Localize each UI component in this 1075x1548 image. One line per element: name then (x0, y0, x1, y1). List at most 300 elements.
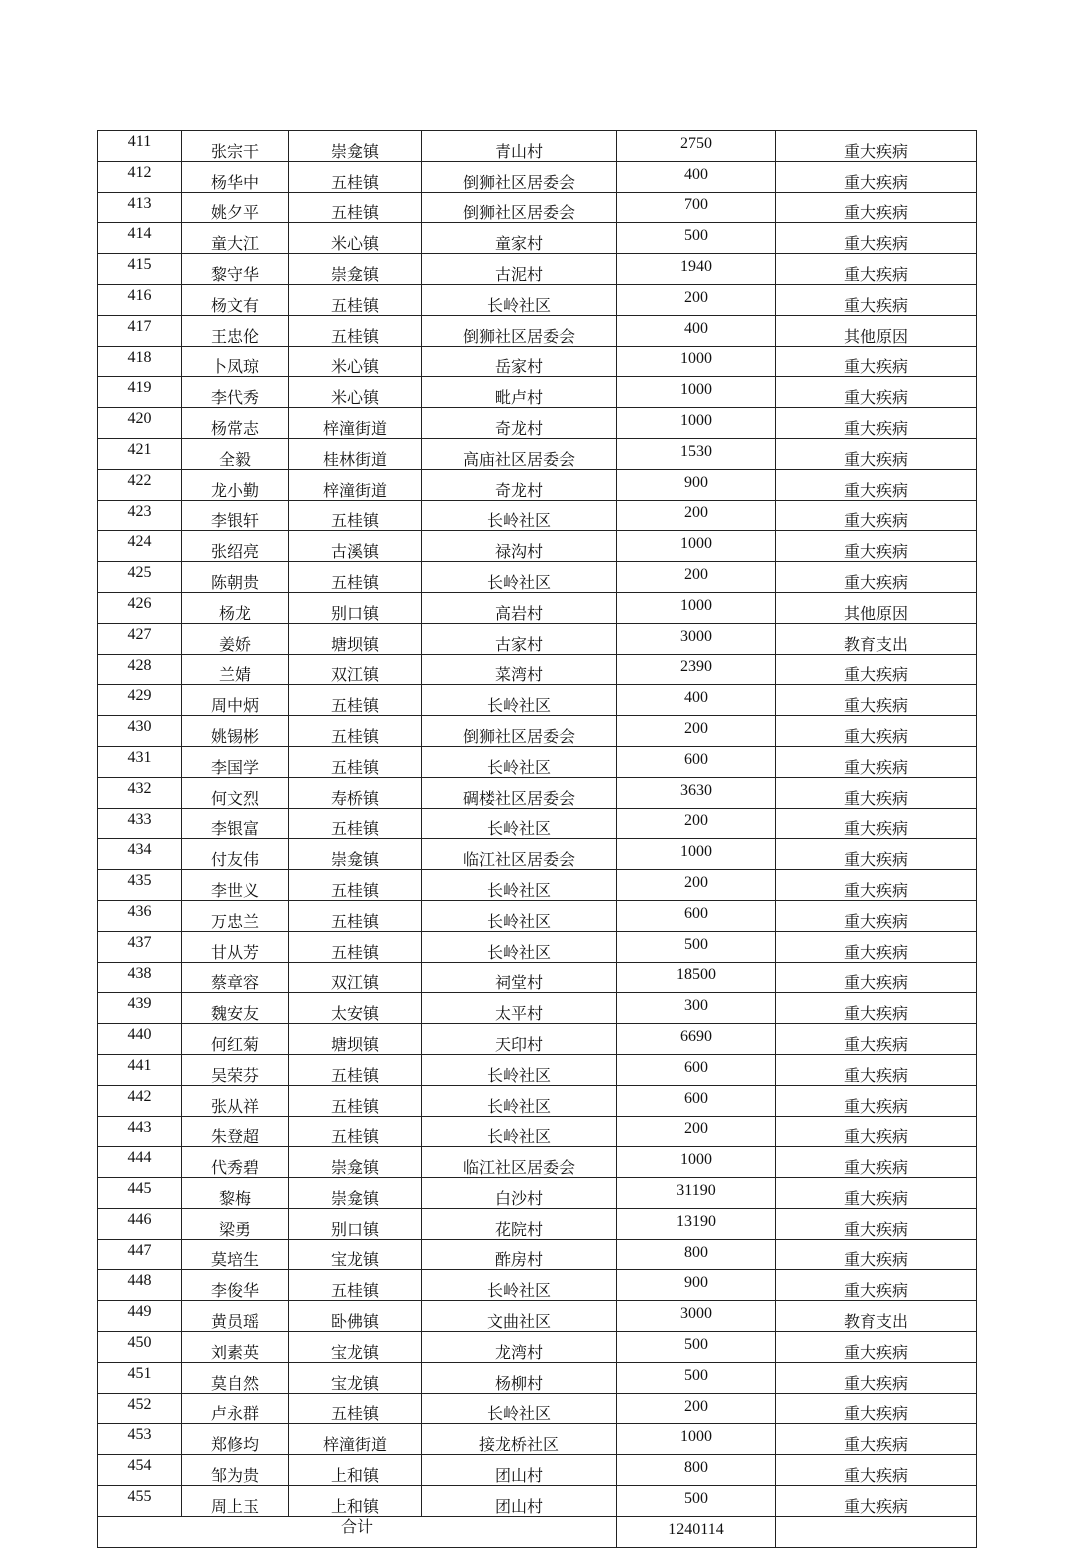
village: 童家村 (422, 223, 617, 254)
row-number: 442 (98, 1085, 182, 1116)
town: 崇龛镇 (289, 1178, 422, 1209)
reason: 重大疾病 (776, 192, 977, 223)
table-row (98, 408, 977, 439)
table-row (98, 1301, 977, 1332)
town: 五桂镇 (289, 1054, 422, 1085)
village: 天印村 (422, 1024, 617, 1055)
town: 寿桥镇 (289, 777, 422, 808)
reason: 重大疾病 (776, 346, 977, 377)
village: 临江社区居委会 (422, 1147, 617, 1178)
recipient-name: 龙小勤 (182, 469, 289, 500)
village: 团山村 (422, 1486, 617, 1517)
town: 五桂镇 (289, 1270, 422, 1301)
village: 高庙社区居委会 (422, 438, 617, 469)
row-number: 440 (98, 1024, 182, 1055)
reason: 重大疾病 (776, 1270, 977, 1301)
amount: 13190 (617, 1208, 776, 1239)
row-number: 427 (98, 623, 182, 654)
row-number: 439 (98, 993, 182, 1024)
row-number: 421 (98, 438, 182, 469)
table-row (98, 746, 977, 777)
reason: 重大疾病 (776, 469, 977, 500)
reason: 重大疾病 (776, 1362, 977, 1393)
reason: 其他原因 (776, 315, 977, 346)
recipient-name: 李俊华 (182, 1270, 289, 1301)
town: 桂林街道 (289, 438, 422, 469)
row-number: 428 (98, 654, 182, 685)
town: 崇龛镇 (289, 131, 422, 162)
recipient-name: 刘素英 (182, 1332, 289, 1363)
village: 长岭社区 (422, 746, 617, 777)
village: 岳家村 (422, 346, 617, 377)
village: 长岭社区 (422, 808, 617, 839)
row-number: 438 (98, 962, 182, 993)
recipient-name: 李银富 (182, 808, 289, 839)
town: 宝龙镇 (289, 1332, 422, 1363)
town: 五桂镇 (289, 315, 422, 346)
row-number: 441 (98, 1054, 182, 1085)
village: 长岭社区 (422, 870, 617, 901)
town: 宝龙镇 (289, 1239, 422, 1270)
town: 五桂镇 (289, 900, 422, 931)
table-row (98, 438, 977, 469)
recipient-name: 黎梅 (182, 1178, 289, 1209)
reason: 重大疾病 (776, 284, 977, 315)
reason: 重大疾病 (776, 1486, 977, 1517)
amount: 600 (617, 900, 776, 931)
recipient-name: 梁勇 (182, 1208, 289, 1239)
amount: 500 (617, 223, 776, 254)
table-row (98, 1270, 977, 1301)
amount: 200 (617, 716, 776, 747)
table-row (98, 562, 977, 593)
recipient-name: 张宗干 (182, 131, 289, 162)
town: 五桂镇 (289, 746, 422, 777)
recipient-name: 张绍亮 (182, 531, 289, 562)
reason: 重大疾病 (776, 716, 977, 747)
table-row (98, 346, 977, 377)
recipient-name: 陈朝贵 (182, 562, 289, 593)
town: 古溪镇 (289, 531, 422, 562)
table-row (98, 1332, 977, 1363)
village: 毗卢村 (422, 377, 617, 408)
reason: 重大疾病 (776, 900, 977, 931)
table-row (98, 962, 977, 993)
table-row (98, 1147, 977, 1178)
row-number: 430 (98, 716, 182, 747)
row-number: 435 (98, 870, 182, 901)
reason: 重大疾病 (776, 408, 977, 439)
village: 倒狮社区居委会 (422, 192, 617, 223)
row-number: 429 (98, 685, 182, 716)
recipient-name: 万忠兰 (182, 900, 289, 931)
amount: 500 (617, 1332, 776, 1363)
table-row (98, 223, 977, 254)
town: 上和镇 (289, 1455, 422, 1486)
table-row (98, 592, 977, 623)
amount: 800 (617, 1455, 776, 1486)
recipient-name: 代秀碧 (182, 1147, 289, 1178)
village: 奇龙村 (422, 469, 617, 500)
village: 菜湾村 (422, 654, 617, 685)
reason: 重大疾病 (776, 1054, 977, 1085)
village: 长岭社区 (422, 1393, 617, 1424)
recipient-name: 姜娇 (182, 623, 289, 654)
row-number: 425 (98, 562, 182, 593)
table-row (98, 716, 977, 747)
table-row (98, 500, 977, 531)
amount: 1000 (617, 377, 776, 408)
recipient-name: 李银轩 (182, 500, 289, 531)
reason: 重大疾病 (776, 131, 977, 162)
village: 高岩村 (422, 592, 617, 623)
amount: 1530 (617, 438, 776, 469)
recipient-name: 卜凤琼 (182, 346, 289, 377)
recipient-name: 杨文有 (182, 284, 289, 315)
reason: 教育支出 (776, 623, 977, 654)
recipient-name: 姚锡彬 (182, 716, 289, 747)
town: 卧佛镇 (289, 1301, 422, 1332)
town: 五桂镇 (289, 284, 422, 315)
table-row (98, 531, 977, 562)
village: 倒狮社区居委会 (422, 716, 617, 747)
village: 花院村 (422, 1208, 617, 1239)
village: 倒狮社区居委会 (422, 161, 617, 192)
town: 崇龛镇 (289, 1147, 422, 1178)
town: 米心镇 (289, 377, 422, 408)
row-number: 411 (98, 131, 182, 162)
recipient-name: 何红菊 (182, 1024, 289, 1055)
town: 五桂镇 (289, 685, 422, 716)
table-row (98, 131, 977, 162)
row-number: 431 (98, 746, 182, 777)
table-row (98, 192, 977, 223)
table-row (98, 654, 977, 685)
village: 长岭社区 (422, 500, 617, 531)
recipient-name: 兰婧 (182, 654, 289, 685)
reason: 重大疾病 (776, 685, 977, 716)
amount: 200 (617, 562, 776, 593)
reason: 重大疾病 (776, 531, 977, 562)
recipient-name: 李世义 (182, 870, 289, 901)
village: 长岭社区 (422, 1270, 617, 1301)
table-row (98, 1116, 977, 1147)
recipient-name: 卢永群 (182, 1393, 289, 1424)
row-number: 448 (98, 1270, 182, 1301)
village: 接龙桥社区 (422, 1424, 617, 1455)
amount: 31190 (617, 1178, 776, 1209)
amount: 600 (617, 746, 776, 777)
reason: 教育支出 (776, 1301, 977, 1332)
reason: 重大疾病 (776, 654, 977, 685)
town: 五桂镇 (289, 562, 422, 593)
row-number: 424 (98, 531, 182, 562)
amount: 800 (617, 1239, 776, 1270)
village: 太平村 (422, 993, 617, 1024)
recipient-name: 周中炳 (182, 685, 289, 716)
table-row (98, 1208, 977, 1239)
amount: 3000 (617, 623, 776, 654)
row-number: 420 (98, 408, 182, 439)
village: 倒狮社区居委会 (422, 315, 617, 346)
amount: 600 (617, 1054, 776, 1085)
reason: 重大疾病 (776, 962, 977, 993)
table-row (98, 870, 977, 901)
row-number: 453 (98, 1424, 182, 1455)
amount: 18500 (617, 962, 776, 993)
amount: 1940 (617, 254, 776, 285)
town: 五桂镇 (289, 192, 422, 223)
reason: 重大疾病 (776, 377, 977, 408)
amount: 400 (617, 161, 776, 192)
reason: 重大疾病 (776, 839, 977, 870)
total-amount: 1240114 (617, 1516, 776, 1547)
reason: 重大疾病 (776, 438, 977, 469)
row-number: 413 (98, 192, 182, 223)
amount: 200 (617, 284, 776, 315)
row-number: 445 (98, 1178, 182, 1209)
row-number: 412 (98, 161, 182, 192)
town: 梓潼街道 (289, 469, 422, 500)
village: 长岭社区 (422, 931, 617, 962)
town: 五桂镇 (289, 161, 422, 192)
amount: 900 (617, 1270, 776, 1301)
reason: 重大疾病 (776, 1424, 977, 1455)
reason: 重大疾病 (776, 1024, 977, 1055)
village: 长岭社区 (422, 685, 617, 716)
table-row (98, 1178, 977, 1209)
town: 宝龙镇 (289, 1362, 422, 1393)
table-row (98, 1239, 977, 1270)
assistance-table (97, 130, 977, 1548)
amount: 1000 (617, 1147, 776, 1178)
row-number: 451 (98, 1362, 182, 1393)
town: 双江镇 (289, 654, 422, 685)
table-row (98, 1362, 977, 1393)
recipient-name: 姚夕平 (182, 192, 289, 223)
reason: 重大疾病 (776, 931, 977, 962)
row-number: 433 (98, 808, 182, 839)
row-number: 449 (98, 1301, 182, 1332)
recipient-name: 全毅 (182, 438, 289, 469)
recipient-name: 张从祥 (182, 1085, 289, 1116)
amount: 200 (617, 870, 776, 901)
total-label: 合计 (98, 1516, 617, 1547)
amount: 1000 (617, 1424, 776, 1455)
table-row (98, 469, 977, 500)
reason: 其他原因 (776, 592, 977, 623)
recipient-name: 杨龙 (182, 592, 289, 623)
amount: 500 (617, 1362, 776, 1393)
table-row (98, 1024, 977, 1055)
reason: 重大疾病 (776, 1455, 977, 1486)
village: 古家村 (422, 623, 617, 654)
recipient-name: 郑修均 (182, 1424, 289, 1455)
amount: 600 (617, 1085, 776, 1116)
recipient-name: 杨常志 (182, 408, 289, 439)
town: 塘坝镇 (289, 623, 422, 654)
reason: 重大疾病 (776, 161, 977, 192)
table-row (98, 1085, 977, 1116)
town: 上和镇 (289, 1486, 422, 1517)
reason: 重大疾病 (776, 223, 977, 254)
row-number: 416 (98, 284, 182, 315)
village: 奇龙村 (422, 408, 617, 439)
reason: 重大疾病 (776, 1147, 977, 1178)
village: 长岭社区 (422, 1085, 617, 1116)
amount: 1000 (617, 408, 776, 439)
village: 青山村 (422, 131, 617, 162)
recipient-name: 蔡章容 (182, 962, 289, 993)
row-number: 446 (98, 1208, 182, 1239)
town: 五桂镇 (289, 870, 422, 901)
amount: 1000 (617, 531, 776, 562)
village: 白沙村 (422, 1178, 617, 1209)
row-number: 447 (98, 1239, 182, 1270)
town: 塘坝镇 (289, 1024, 422, 1055)
recipient-name: 吴荣芬 (182, 1054, 289, 1085)
recipient-name: 莫自然 (182, 1362, 289, 1393)
reason: 重大疾病 (776, 746, 977, 777)
reason: 重大疾病 (776, 777, 977, 808)
recipient-name: 王忠伦 (182, 315, 289, 346)
row-number: 455 (98, 1486, 182, 1517)
reason: 重大疾病 (776, 1239, 977, 1270)
recipient-name: 朱登超 (182, 1116, 289, 1147)
table-row (98, 254, 977, 285)
amount: 400 (617, 315, 776, 346)
town: 双江镇 (289, 962, 422, 993)
village: 团山村 (422, 1455, 617, 1486)
town: 崇龛镇 (289, 839, 422, 870)
row-number: 417 (98, 315, 182, 346)
village: 酢房村 (422, 1239, 617, 1270)
village: 长岭社区 (422, 1116, 617, 1147)
table-row (98, 839, 977, 870)
town: 五桂镇 (289, 1393, 422, 1424)
table-row (98, 777, 977, 808)
table-row (98, 808, 977, 839)
amount: 200 (617, 1116, 776, 1147)
amount: 3630 (617, 777, 776, 808)
table-row (98, 623, 977, 654)
town: 太安镇 (289, 993, 422, 1024)
amount: 500 (617, 931, 776, 962)
village: 古泥村 (422, 254, 617, 285)
reason: 重大疾病 (776, 1332, 977, 1363)
row-number: 444 (98, 1147, 182, 1178)
village: 长岭社区 (422, 1054, 617, 1085)
recipient-name: 童大江 (182, 223, 289, 254)
reason: 重大疾病 (776, 808, 977, 839)
amount: 900 (617, 469, 776, 500)
table-row (98, 1455, 977, 1486)
recipient-name: 邹为贵 (182, 1455, 289, 1486)
table-row (98, 284, 977, 315)
amount: 700 (617, 192, 776, 223)
recipient-name: 李代秀 (182, 377, 289, 408)
row-number: 422 (98, 469, 182, 500)
amount: 1000 (617, 839, 776, 870)
total-row (98, 1516, 977, 1547)
amount: 300 (617, 993, 776, 1024)
reason: 重大疾病 (776, 1178, 977, 1209)
amount: 1000 (617, 346, 776, 377)
table-body (98, 131, 977, 1517)
town: 五桂镇 (289, 1085, 422, 1116)
amount: 2750 (617, 131, 776, 162)
row-number: 418 (98, 346, 182, 377)
table-row (98, 900, 977, 931)
reason: 重大疾病 (776, 500, 977, 531)
reason: 重大疾病 (776, 254, 977, 285)
table-row (98, 1424, 977, 1455)
table-row (98, 685, 977, 716)
village: 禄沟村 (422, 531, 617, 562)
town: 别口镇 (289, 1208, 422, 1239)
amount: 200 (617, 500, 776, 531)
recipient-name: 黎守华 (182, 254, 289, 285)
town: 崇龛镇 (289, 254, 422, 285)
town: 五桂镇 (289, 716, 422, 747)
row-number: 415 (98, 254, 182, 285)
row-number: 434 (98, 839, 182, 870)
recipient-name: 周上玉 (182, 1486, 289, 1517)
village: 长岭社区 (422, 284, 617, 315)
amount: 6690 (617, 1024, 776, 1055)
row-number: 450 (98, 1332, 182, 1363)
recipient-name: 魏安友 (182, 993, 289, 1024)
village: 龙湾村 (422, 1332, 617, 1363)
reason: 重大疾病 (776, 1116, 977, 1147)
row-number: 452 (98, 1393, 182, 1424)
amount: 1000 (617, 592, 776, 623)
reason: 重大疾病 (776, 1393, 977, 1424)
row-number: 426 (98, 592, 182, 623)
total-empty-cell (776, 1516, 977, 1547)
town: 米心镇 (289, 346, 422, 377)
table-row (98, 993, 977, 1024)
amount: 200 (617, 1393, 776, 1424)
recipient-name: 李国学 (182, 746, 289, 777)
reason: 重大疾病 (776, 1208, 977, 1239)
row-number: 443 (98, 1116, 182, 1147)
amount: 500 (617, 1486, 776, 1517)
village: 长岭社区 (422, 900, 617, 931)
table-row (98, 931, 977, 962)
row-number: 419 (98, 377, 182, 408)
table-row (98, 315, 977, 346)
reason: 重大疾病 (776, 993, 977, 1024)
town: 五桂镇 (289, 808, 422, 839)
row-number: 423 (98, 500, 182, 531)
town: 五桂镇 (289, 1116, 422, 1147)
row-number: 432 (98, 777, 182, 808)
table-row (98, 1393, 977, 1424)
town: 五桂镇 (289, 500, 422, 531)
amount: 3000 (617, 1301, 776, 1332)
village: 文曲社区 (422, 1301, 617, 1332)
row-number: 454 (98, 1455, 182, 1486)
recipient-name: 付友伟 (182, 839, 289, 870)
amount: 400 (617, 685, 776, 716)
row-number: 414 (98, 223, 182, 254)
table-row (98, 161, 977, 192)
town: 米心镇 (289, 223, 422, 254)
recipient-name: 莫培生 (182, 1239, 289, 1270)
row-number: 437 (98, 931, 182, 962)
amount: 2390 (617, 654, 776, 685)
